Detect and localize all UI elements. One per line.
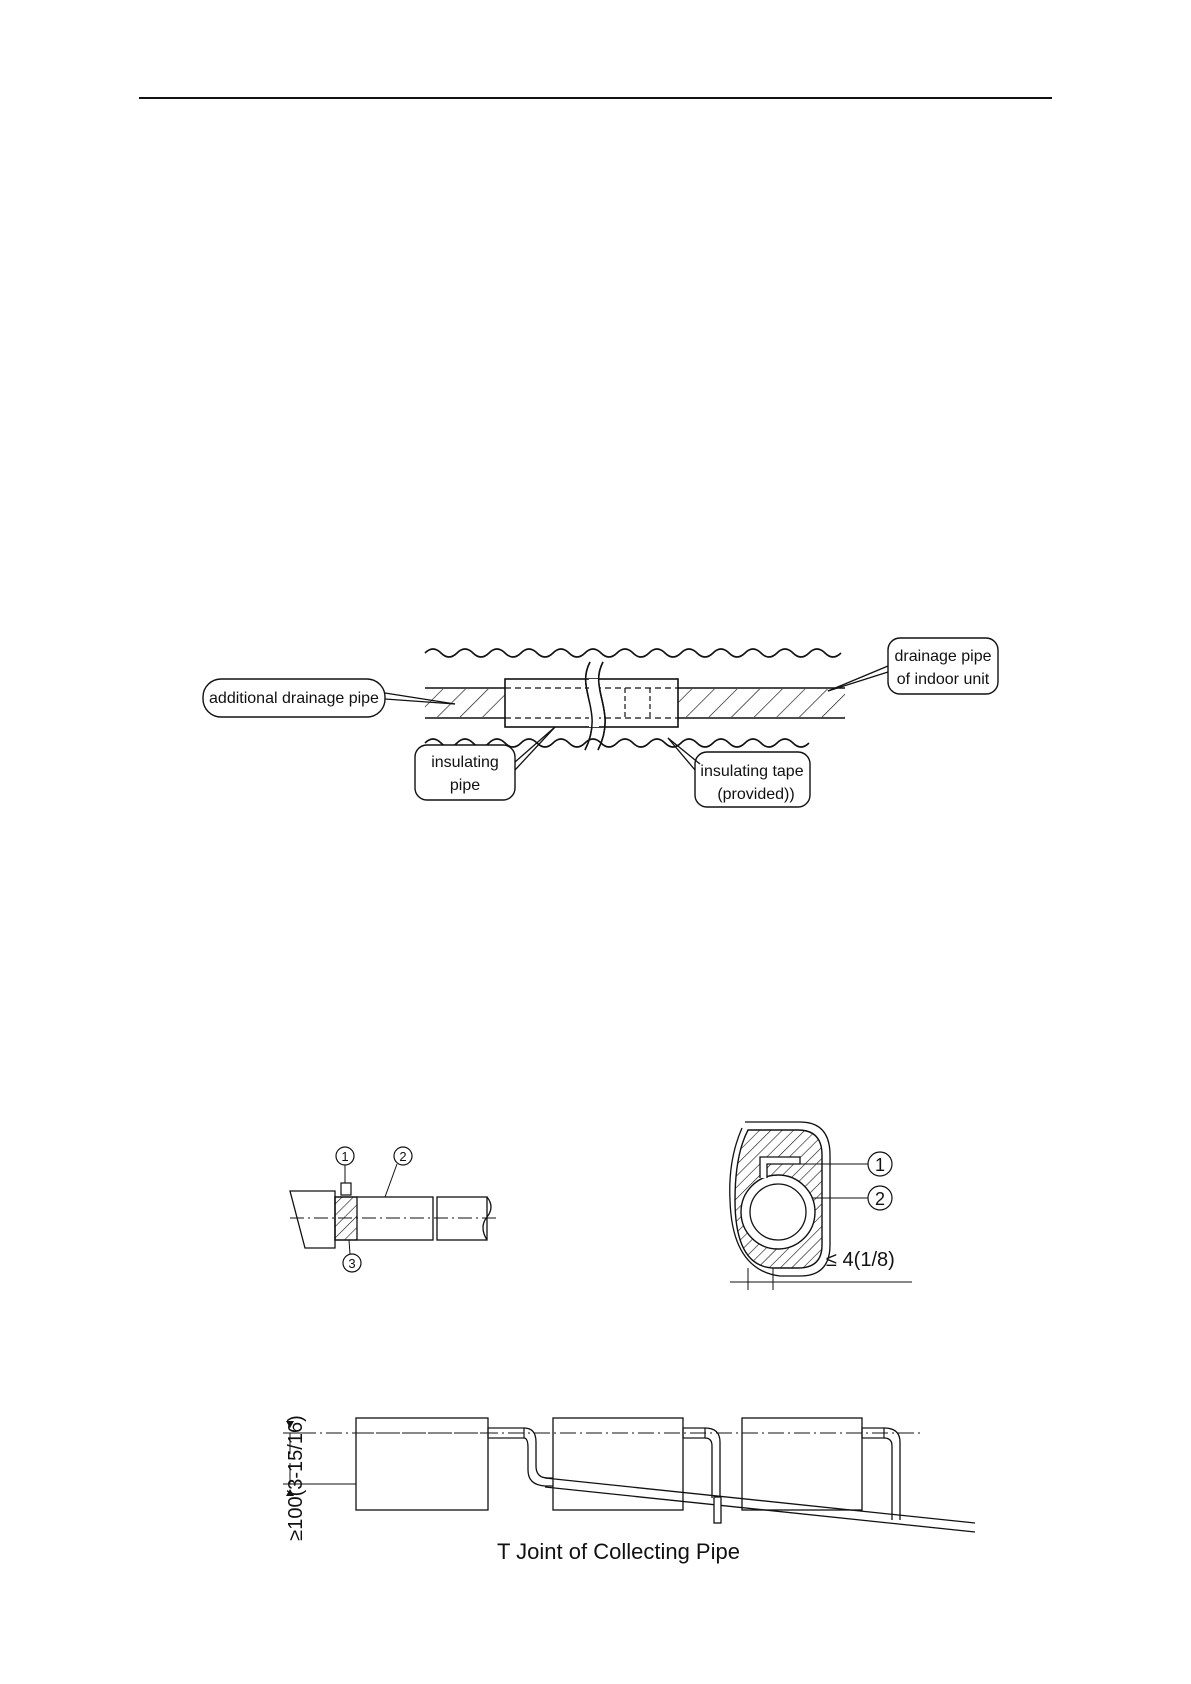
fig2-num3: 3 (348, 1256, 356, 1271)
fig2-num2: 2 (399, 1149, 407, 1164)
indoor-unit-3 (742, 1418, 862, 1510)
label-additional-pipe: additional drainage pipe (209, 690, 379, 707)
label-insulating-pipe-line1: insulating (431, 754, 499, 771)
fig3-dimension: ≤ 4(1/8) (826, 1249, 895, 1271)
collecting-pipe-top (545, 1478, 975, 1523)
label-tape-line1: insulating tape (700, 763, 804, 780)
fig2-num1: 1 (341, 1149, 349, 1164)
indoor-unit-1 (356, 1418, 488, 1510)
fig4-caption: T Joint of Collecting Pipe (497, 1539, 740, 1564)
label-indoor-line2: of indoor unit (896, 671, 990, 688)
fig3-num2: 2 (874, 1189, 886, 1209)
fig3-num1: 1 (874, 1155, 886, 1175)
fig4-dimension: ≥100(3-15/16) (285, 1415, 307, 1541)
indoor-unit-2 (553, 1418, 683, 1510)
label-tape-line2: (provided)) (717, 786, 795, 803)
t-joint (714, 1497, 721, 1523)
label-indoor-line1: drainage pipe (894, 648, 992, 665)
label-insulating-pipe-line2: pipe (449, 777, 481, 794)
